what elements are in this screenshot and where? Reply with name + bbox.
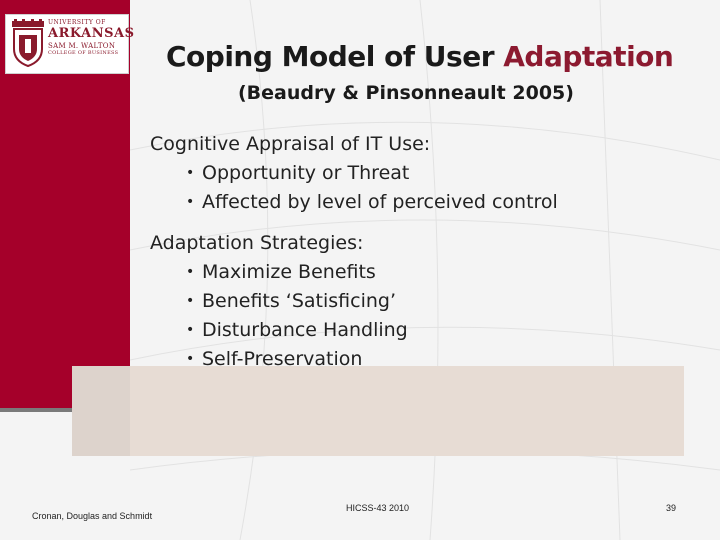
footer-conference: HICSS-43 2010 bbox=[346, 503, 410, 513]
slide-title bbox=[166, 40, 706, 73]
bullet-icon: • bbox=[186, 351, 195, 367]
bullet-text: Affected by level of perceived control bbox=[202, 191, 558, 213]
section-cognitive-appraisal bbox=[150, 130, 710, 217]
decorative-band-left bbox=[72, 366, 130, 456]
page-number: 39 bbox=[666, 503, 677, 513]
bullet-list bbox=[150, 258, 710, 374]
panel-divider bbox=[0, 408, 72, 412]
section-heading: Cognitive Appraisal of IT Use: bbox=[150, 133, 431, 155]
bullet-item bbox=[186, 159, 710, 188]
bullet-text: Self-Preservation bbox=[202, 348, 363, 370]
bullet-item bbox=[186, 316, 710, 345]
bullet-icon: • bbox=[186, 322, 195, 338]
crest-icon bbox=[10, 19, 46, 67]
slide-body bbox=[150, 130, 710, 374]
section-heading: Adaptation Strategies: bbox=[150, 232, 364, 254]
bullet-icon: • bbox=[186, 194, 195, 210]
bullet-icon: • bbox=[186, 264, 195, 280]
decorative-band bbox=[72, 366, 684, 456]
bullet-list bbox=[150, 159, 710, 217]
slide-subtitle: (Beaudry & Pinsonneault 2005) bbox=[238, 82, 574, 104]
bullet-item bbox=[186, 287, 710, 316]
bullet-text: Opportunity or Threat bbox=[202, 162, 410, 184]
logo-line-4: COLLEGE OF BUSINESS bbox=[48, 50, 119, 56]
logo-line-3: SAM M. WALTON bbox=[48, 42, 116, 50]
logo-line-1: UNIVERSITY OF bbox=[48, 19, 106, 26]
title-main: Coping Model of User bbox=[166, 40, 504, 73]
logo-line-2: ARKANSAS bbox=[48, 26, 135, 41]
university-logo bbox=[5, 14, 135, 74]
section-adaptation-strategies bbox=[150, 229, 710, 374]
bullet-icon: • bbox=[186, 165, 195, 181]
footer-authors: Cronan, Douglas and Schmidt bbox=[32, 511, 153, 521]
bullet-text: Maximize Benefits bbox=[202, 261, 376, 283]
bullet-item bbox=[186, 258, 710, 287]
bullet-item bbox=[186, 345, 710, 374]
title-accent: Adaptation bbox=[503, 40, 674, 73]
bullet-text: Disturbance Handling bbox=[202, 319, 408, 341]
bullet-item bbox=[186, 188, 710, 217]
bullet-text: Benefits ‘Satisficing’ bbox=[202, 290, 397, 312]
bullet-icon: • bbox=[186, 293, 195, 309]
